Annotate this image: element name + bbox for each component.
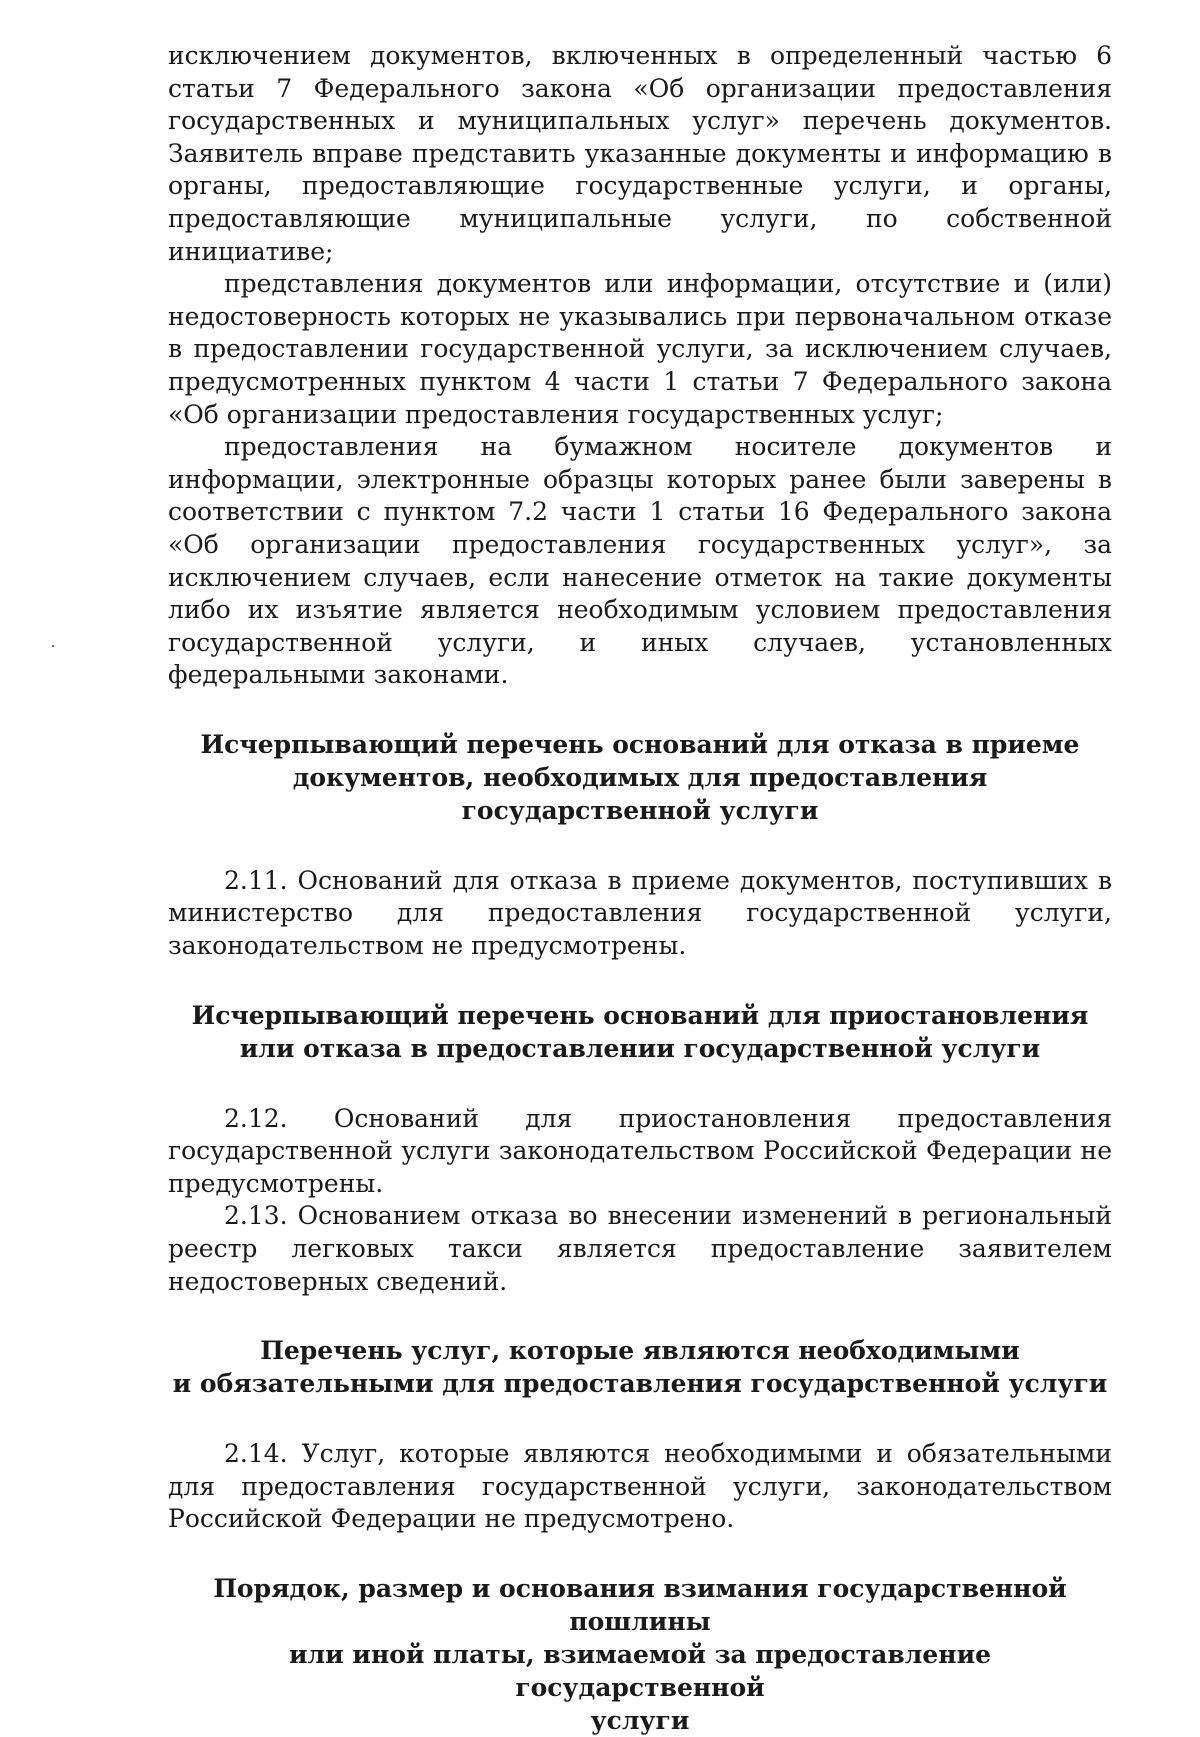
heading-line: или отказа в предоставлении государственной услуги <box>239 1033 1041 1063</box>
heading-line: услуги <box>590 1706 690 1735</box>
section-heading-refusal-acceptance <box>168 728 1112 827</box>
section-heading-state-fee <box>168 1572 1112 1737</box>
heading-line: Перечень услуг, которые являются необходимыми <box>260 1336 1020 1366</box>
heading-line: документов, необходимых для предоставления <box>292 762 988 792</box>
document-page <box>168 40 1112 1737</box>
paragraph-2-13: 2.13. Основанием отказа во внесении изменений в региональный реестр легковых такси является предоставление заявителем недостоверных сведений. <box>168 1201 1112 1296</box>
paragraph-2-14: 2.14. Услуг, которые являются необходимыми и обязательными для предоставления государственной услуги, законодательством Российской Федерации не предусмотрено. <box>168 1439 1112 1534</box>
heading-line: Исчерпывающий перечень оснований для приостановления <box>191 1000 1089 1030</box>
heading-line: и обязательными для предоставления государственной услуги <box>172 1369 1108 1399</box>
paragraph-2-11: 2.11. Оснований для отказа в приеме документов, поступивших в министерство для предоставления государственной услуги, законодательством не предусмотрены. <box>168 865 1112 961</box>
section-heading-suspension <box>168 999 1112 1065</box>
paragraph-item: представления документов или информации, отсутствие и (или) недостоверность которых не указывались при первоначальном отказе в предоставлении государственной услуги, за исключением случаев, предусмотренных пунктом 4 части 1 статьи 7 Федерального закона «Об организации предоставления государственных услуг; <box>168 269 1112 429</box>
paragraph-item: предоставления на бумажном носителе документов и информации, электронные образцы которых ранее были заверены в соответствии с пунктом 7.2 части 1 статьи 16 Федерального закона «Об организации предоставления государственных услуг», за исключением случаев, если нанесение отметок на такие документы либо их изъятие является необходимым условием предоставления государственной услуги, и иных случаев, установленных федеральными законами. <box>168 432 1112 690</box>
paragraph-continuation: исключением документов, включенных в определенный частью 6 статьи 7 Федерального закона «Об организации предоставления государственных и муниципальных услуг» перечень документов. Заявитель вправе представить указанные документы и информацию в органы, предоставляющие государственные услуги, и органы, предоставляющие муниципальные услуги, по собственной инициативе; <box>168 41 1112 266</box>
heading-line: Порядок, размер и основания взимания государственной пошлины <box>213 1574 1067 1636</box>
section-heading-required-services <box>168 1334 1112 1400</box>
paragraph-2-12: 2.12. Оснований для приостановления предоставления государственной услуги законодательством Российской Федерации не предусмотрены. <box>168 1103 1112 1198</box>
heading-line: или иной платы, взимаемой за предоставление государственной <box>288 1640 992 1702</box>
scan-speck <box>52 645 54 647</box>
heading-line: государственной услуги <box>461 795 819 825</box>
heading-line: Исчерпывающий перечень оснований для отказа в приеме <box>200 729 1080 759</box>
